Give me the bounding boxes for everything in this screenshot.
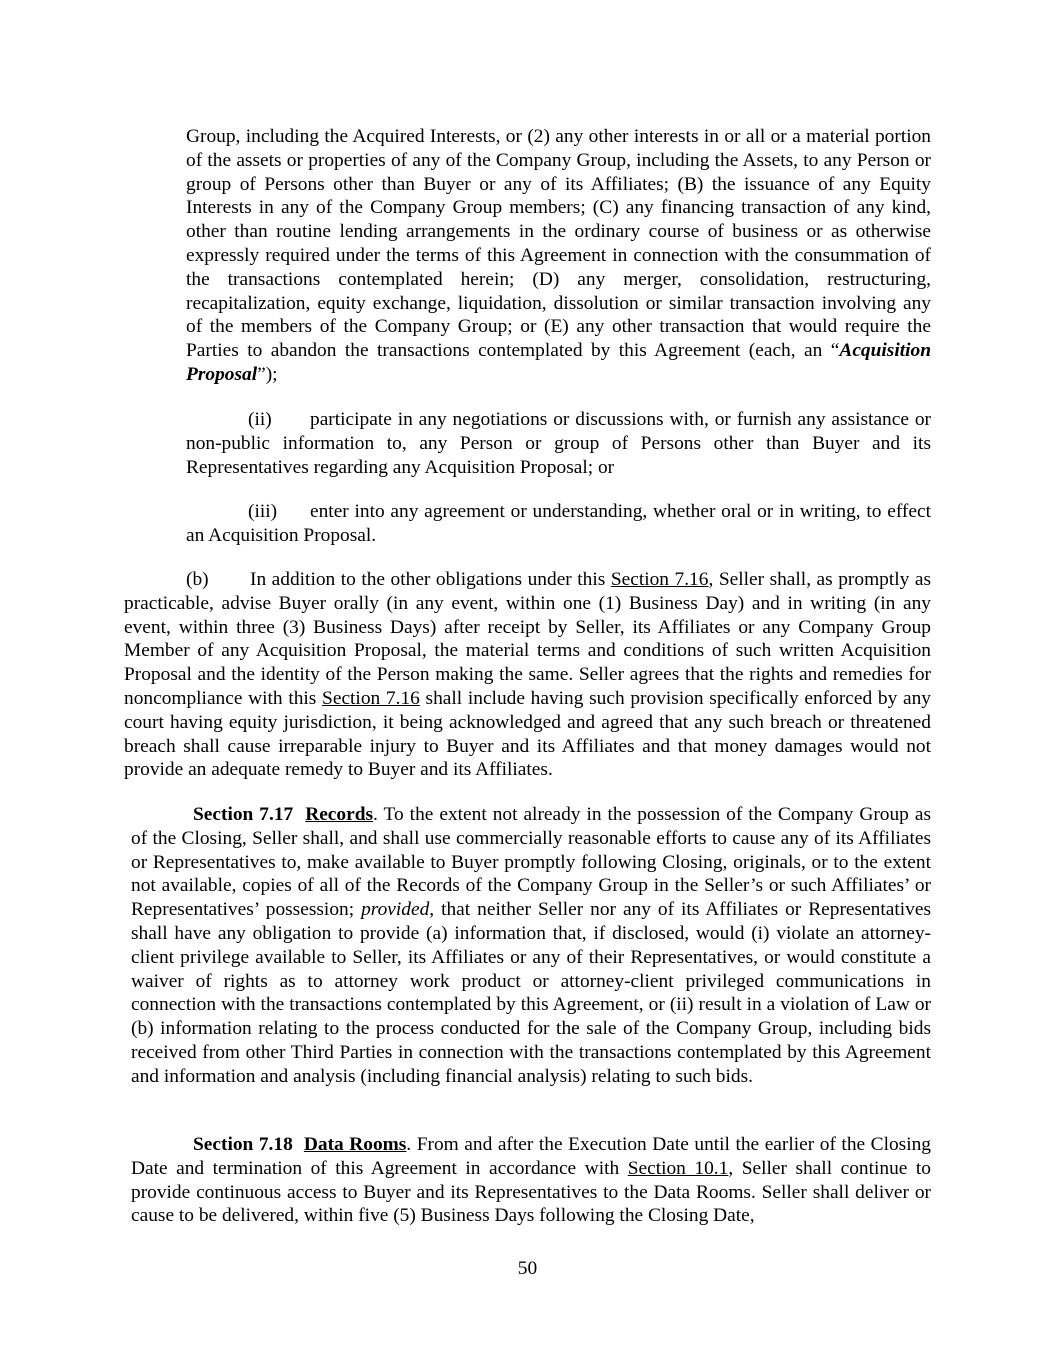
- paragraph-text: , that neither Seller nor any of its Affiliates or Representatives shall have any obligation to provide (a) information that, if disclosed, would (i) violate an attorney-client privilege available to Seller, its Affiliates or any of their Representatives, or would constitute a waiver of rights as to attorney work product or attorney-client privileged communications in connection with the transactions contemplated by this Agreement, or (ii) result in a violation of Law or (b) information relating to the process conducted for the sale of the Company Group, including bids received from other Third Parties in connection with the transactions contemplated by this Agreement and information and analysis (including financial analysis) relating to such bids.: [131, 899, 931, 1087]
- paragraph-text: shall include having such provision specifically enforced by any court having equity jurisdiction, it being acknowledged and agreed that any such breach or threatened breach shall cause irreparable injury to Buyer and its Affiliates and that money damages would not provide an adequate remedy to Buyer and its Affiliates.: [124, 687, 931, 781]
- paragraph-text: , Seller shall continue to provide continuous access to Buyer and its Representatives to the Data Rooms. Seller shall deliver or cause to be delivered, within five (5) Business Days following the Closing Date,: [131, 1157, 931, 1227]
- section-7-18-data-rooms: [131, 1133, 931, 1228]
- section-7-17-records: [131, 803, 931, 1089]
- section-title: Data Rooms: [303, 1134, 407, 1155]
- paragraph-acquisition-proposal-definition: [186, 125, 931, 387]
- paragraph-text: , Seller shall, as promptly as practicable, advise Buyer orally (in any event, within one (1) Business Day) and in writing (in any event, within three (3) Business Days) after receipt by Seller, its Affiliates or any Company Group Member of any Acquisition Proposal, the material terms and conditions of such written Acquisition Proposal and the identity of the Person making the same. Seller agrees that the rights and remedies for noncompliance with this: [124, 569, 931, 709]
- section-title: Records: [305, 804, 374, 825]
- section-reference: Section 7.16: [322, 687, 420, 709]
- section-reference: Section 7.16: [610, 569, 709, 590]
- paragraph-clause-b: [124, 568, 931, 782]
- section-reference: Section 10.1: [627, 1157, 729, 1179]
- clause-number: (iii): [248, 501, 278, 522]
- section-number: Section 7.18: [193, 1134, 293, 1155]
- paragraph-text: ”);: [257, 363, 278, 385]
- italic-term: provided: [361, 899, 430, 921]
- section-number: Section 7.17: [193, 804, 294, 825]
- paragraph-text: enter into any agreement or understanding, whether oral or in writing, to effect an Acquisition Proposal.: [186, 501, 931, 546]
- paragraph-text: . From and after the Execution Date until the earlier of the Closing Date and termination of this Agreement in accordance with: [131, 1134, 931, 1179]
- paragraph-text: In addition to the other obligations under this: [250, 569, 611, 590]
- paragraph-clause-iii: [186, 500, 931, 548]
- paragraph-text: Group, including the Acquired Interests, or (2) any other interests in or all or a material portion of the assets or properties of any of the Company Group, including the Assets, to any Person or group of Persons other than Buyer or any of its Affiliates; (B) the issuance of any Equity Interests in any of the Company Group members; (C) any financing transaction of any kind, other than routine lending arrangements in the ordinary course of business or as otherwise expressly required under the terms of this Agreement in connection with the consummation of the transactions contemplated herein; (D) any merger, consolidation, restructuring, recapitalization, equity exchange, liquidation, dissolution or similar transaction involving any of the members of the Company Group; or (E) any other transaction that would require the Parties to abandon the transactions contemplated by this Agreement (each, an “: [186, 126, 931, 362]
- paragraph-clause-ii: [186, 408, 931, 479]
- clause-number: (ii): [248, 409, 272, 430]
- page-number: 50: [517, 1258, 538, 1279]
- defined-term: Acquisition Proposal: [186, 340, 931, 385]
- clause-number: (b): [186, 569, 209, 590]
- paragraph-text: . To the extent not already in the possession of the Company Group as of the Closing, Seller shall, and shall use commercially reasonable efforts to cause any of its Affiliates or Representatives to, make available to Buyer promptly following Closing, originals, or to the extent not available, copies of all of the Records of the Company Group in the Seller’s or such Affiliates’ or Representatives’ possession;: [131, 804, 931, 921]
- paragraph-text: participate in any negotiations or discussions with, or furnish any assistance or non-public information to, any Person or group of Persons other than Buyer and its Representatives regarding any Acquisition Proposal; or: [186, 409, 931, 478]
